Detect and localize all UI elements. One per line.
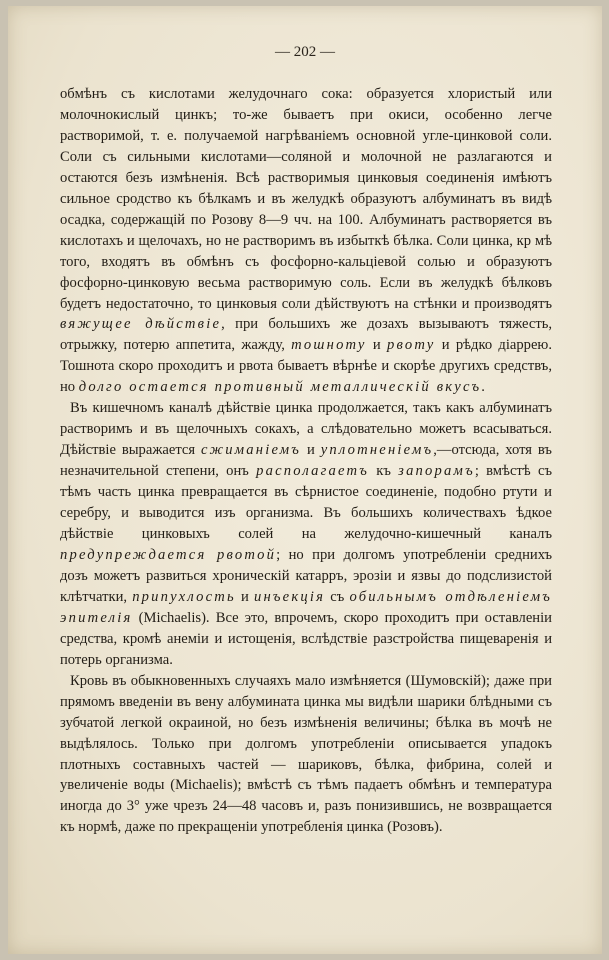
spaced-emphasis-text: располагаетъ <box>256 463 370 480</box>
paragraph <box>60 84 552 398</box>
text-run: (Michaelis). Все это, впрочемъ, скоро проходитъ при оставленіи средства, кромѣ анеміи и истощенія, вслѣдствіе разстройства пищеваренія и потерь организма. <box>60 609 552 668</box>
spaced-emphasis-text: припухлость <box>132 588 236 605</box>
text-run: съ <box>325 588 350 605</box>
spaced-emphasis-text: уплотненіемъ <box>320 442 434 459</box>
text-run: и <box>301 442 321 459</box>
text-run: къ <box>369 463 399 480</box>
spaced-emphasis-text: вяжущее дѣйствіе <box>60 316 222 333</box>
text-run: обмѣнъ съ кислотами желудочнаго сока: образуется хлористый или молочнокислый цинкъ; то-же бываетъ при окиси, особенно легче растворимой, т. е. получаемой нагрѣваніемъ основной угле-цинковой соли. Соли съ сильными кислотами—соляной и молочной не разлагаются и остаются безъ измѣненія. Всѣ растворимыя цинковыя соединенія имѣютъ сильное сродство къ бѣлкамъ и въ желудкѣ образуютъ албуминатъ въ видѣ осадка, содержащій по Розову 8—9 чч. на 100. Албуминатъ растворяется въ кислотахъ и щелочахъ, но не растворимъ въ избыткѣ бѣлка. Соли цинка, кр мѣ того, входятъ въ обмѣнъ съ фосфорно-кальціевой солью и образуютъ фосфорно-цинковую весьма растворимую соль. Если въ желудкѣ бѣлковъ будетъ недостаточно, то цинковыя соли дѣйствуютъ на стѣнки и производятъ <box>60 86 552 312</box>
spaced-emphasis-text: сжиманіемъ <box>201 442 302 459</box>
spaced-emphasis-text: предупреждается рвотой <box>60 546 277 563</box>
text-run: ; но при долгомъ употребленіи среднихъ дозъ можетъ развиться хроническій катарръ, эрозіи и язвы до подслизистой клѣтчатки, <box>60 546 553 605</box>
text-run: . <box>481 379 485 396</box>
spaced-emphasis-text: тошноту <box>291 337 367 354</box>
page-body-text <box>60 84 552 838</box>
text-run: и <box>366 337 388 354</box>
text-run: ,—отсюда, хотя въ незначительной степени, онъ <box>60 442 552 480</box>
text-run: , при большихъ же дозахъ вызываютъ тяжесть, отрыжку, потерю аппетита, жажду, <box>60 316 552 354</box>
spaced-emphasis-text: обильнымъ отдѣленіемъ эпителія <box>60 588 552 626</box>
paragraph <box>60 398 552 670</box>
text-run: Въ кишечномъ каналѣ дѣйствіе цинка продолжается, такъ какъ албуминатъ растворимъ и въ щелочныхъ сокахъ, а слѣдовательно можетъ всасываться. Дѣйствіе выражается <box>60 400 552 459</box>
spaced-emphasis-text: долго остается противный металлическій вкусъ <box>78 379 482 396</box>
text-run: ; вмѣстѣ съ тѣмъ часть цинка превращается въ сѣрнистое соединеніе, подобно ртути и серебру, и выводится изъ организма. Въ большихъ количествахъ ѣдкое дѣйствіе цинковыхъ солей на желудочно-кишечный каналъ <box>60 463 552 543</box>
page-number: — 202 — <box>275 44 335 60</box>
text-run: Кровь въ обыкновенныхъ случаяхъ мало измѣняется (Шумовскій); даже при прямомъ введеніи въ вену албумината цинка мы видѣли шарики блѣдными съ зубчатой легкой окраиной, но безъ измѣненія величины; бѣлка въ мочѣ не выдѣлялось. Только при долгомъ употребленіи описывается упадокъ плотныхъ составныхъ частей — шариковъ, бѣлка, фибрина, солей и увеличеніе воды (Michaelis); вмѣстѣ съ тѣмъ падаетъ обмѣнъ и температура иногда до 3° уже чрезъ 24—48 часовъ и, разъ понизившись, не возвращается къ нормѣ, даже по прекращеніи употребленія цинка (Розовъ). <box>60 672 552 836</box>
book-page <box>8 6 602 954</box>
spaced-emphasis-text: запорамъ <box>398 463 475 480</box>
text-run: и <box>235 588 254 605</box>
paragraph <box>60 671 552 839</box>
spaced-emphasis-text: рвоту <box>387 337 436 354</box>
spaced-emphasis-text: инъекція <box>253 588 326 605</box>
text-run: и рѣдко діаррею. Тошнота скоро проходитъ и рвота бываетъ вѣрнѣе и скорѣе другихъ средствъ, но <box>60 337 552 396</box>
